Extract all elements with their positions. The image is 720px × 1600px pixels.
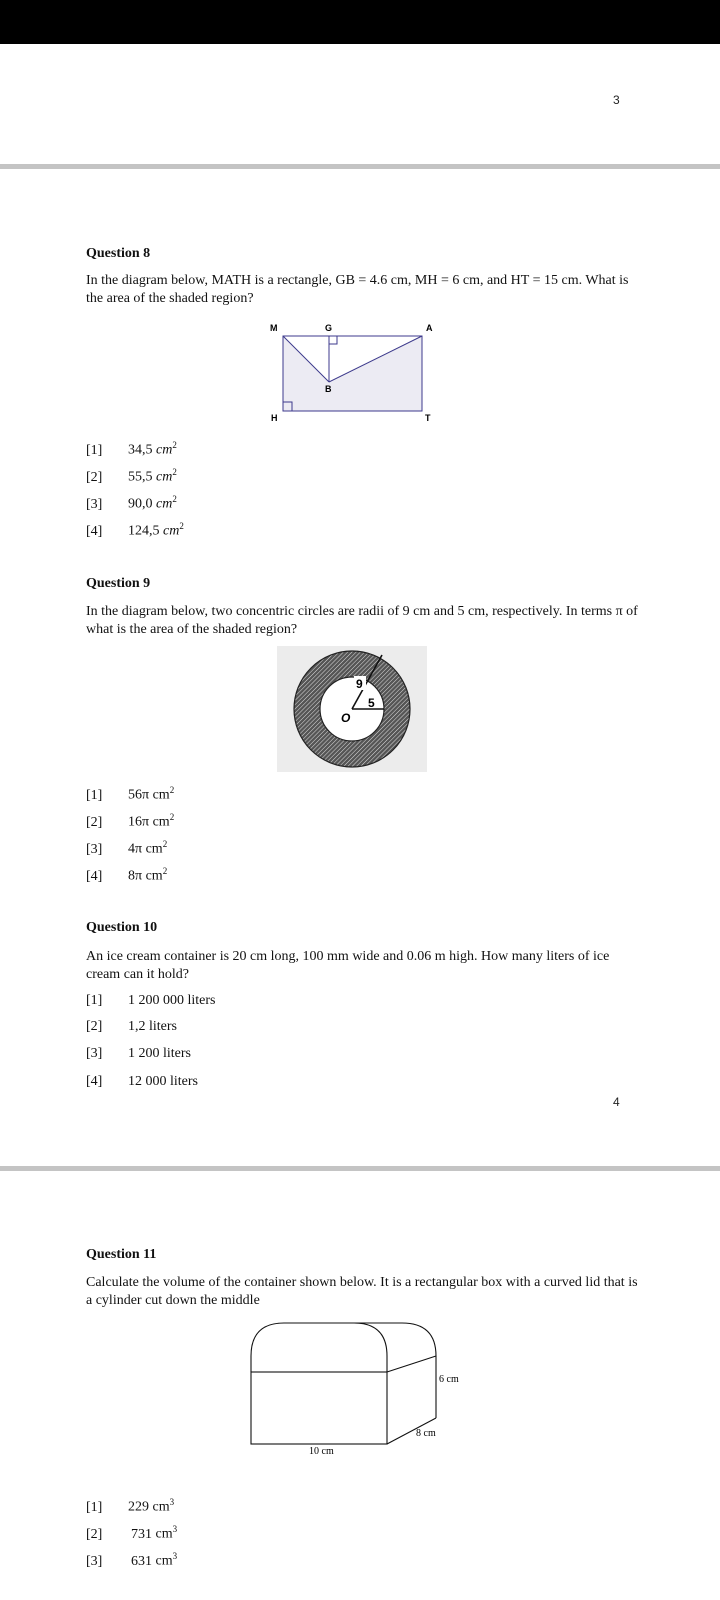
question-11-text: Calculate the volume of the container shown below. It is a rectangular box with a curved lid that is a cylinder cut down the middle — [86, 1275, 638, 1308]
page-number: 3 — [613, 93, 620, 107]
page-divider — [0, 1166, 720, 1171]
q10-option-3[interactable]: [3] 1 200 liters — [86, 1046, 191, 1061]
label-length: 10 cm — [309, 1446, 334, 1457]
q10-option-4[interactable]: [4] 12 000 liters — [86, 1074, 198, 1089]
label-h: H — [271, 413, 278, 423]
q11-option-1[interactable]: [1] 229 $cm^3$ — [86, 1497, 175, 1515]
rectangle-math-diagram — [262, 318, 442, 428]
q8-option-4[interactable]: [4] 124,5 $cm^2$ — [86, 521, 184, 539]
q8-option-2[interactable]: [2] 55,5 $cm^2$ — [86, 467, 177, 485]
q9-option-1[interactable]: [1] 56π $cm^2$ — [86, 785, 175, 803]
q8-option-1[interactable]: [1] 34,5 $cm^2$ — [86, 440, 177, 458]
question-10-title: Question 10 — [86, 920, 158, 935]
q8-option-3[interactable]: [3] 90,0 $cm^2$ — [86, 494, 177, 512]
label-b: B — [325, 384, 332, 394]
concentric-circles-diagram — [277, 646, 427, 772]
q9-option-4[interactable]: [4] 8π $cm^2$ — [86, 866, 168, 884]
q10-option-2[interactable]: [2] 1,2 liters — [86, 1019, 177, 1034]
question-8-title: Question 8 — [86, 246, 151, 261]
label-center-o: O — [341, 711, 351, 725]
question-10-text: An ice cream container is 20 cm long, 100 mm wide and 0.06 m high. How many liters of ice cream can it hold? — [86, 949, 610, 982]
question-9-title: Question 9 — [86, 576, 151, 591]
label-t: T — [425, 413, 431, 423]
label-m: M — [270, 323, 278, 333]
curved-lid-box-diagram — [246, 1318, 476, 1460]
q9-option-3[interactable]: [3] 4π $cm^2$ — [86, 839, 168, 857]
top-status-bar — [0, 0, 720, 44]
label-g: G — [325, 323, 333, 333]
page-number: 4 — [613, 1095, 620, 1109]
label-radius-9: 9 — [356, 677, 363, 691]
q9-option-2[interactable]: [2] 16π $cm^2$ — [86, 812, 175, 830]
q11-option-3[interactable]: [3] 631 $cm^3$ — [86, 1551, 178, 1569]
question-11-title: Question 11 — [86, 1247, 157, 1262]
label-radius-5: 5 — [368, 696, 375, 710]
q10-option-1[interactable]: [1] 1 200 000 liters — [86, 993, 216, 1008]
q11-option-2[interactable]: [2] 731 $cm^3$ — [86, 1524, 178, 1542]
question-8-text: In the diagram below, MATH is a rectangle, GB = 4.6 cm, MH = 6 cm, and HT = 15 cm. What is the area of the shaded region? — [86, 273, 629, 306]
page-divider — [0, 164, 720, 169]
question-9-text: In the diagram below, two concentric circles are radii of 9 cm and 5 cm, respectively. In terms π of what is the area of the shaded region? — [86, 604, 638, 637]
label-height: 6 cm — [439, 1374, 459, 1385]
label-depth: 8 cm — [416, 1428, 436, 1439]
label-a: A — [426, 323, 433, 333]
